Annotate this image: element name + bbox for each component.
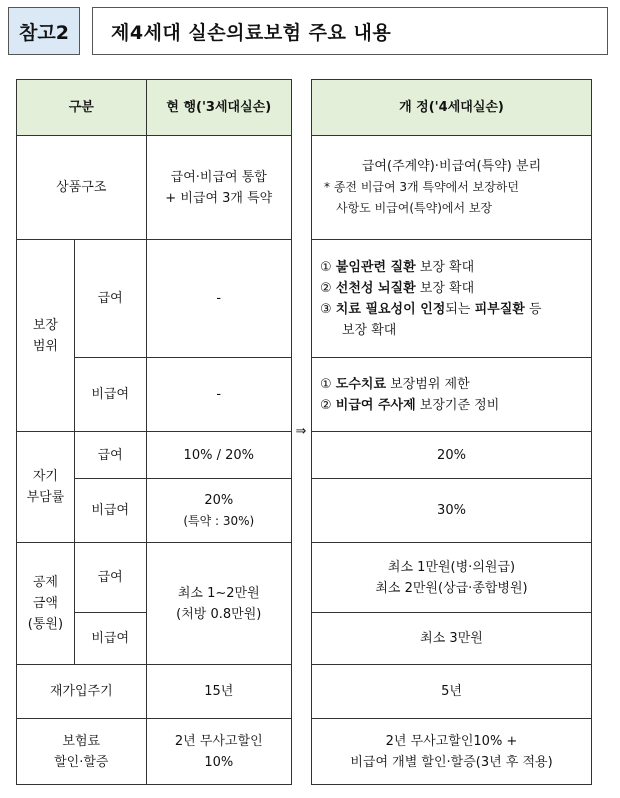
current-table — [16, 79, 292, 785]
current-copay-covered: 10% / 20% — [146, 432, 291, 479]
item-text: 보장 확대 — [415, 280, 475, 296]
current-copay-noncovered — [146, 479, 291, 543]
row-label-renewal: 재가입주기 — [17, 665, 147, 719]
revised-table — [311, 79, 592, 785]
col-header-revised: 개 정('4세대실손) — [312, 80, 592, 136]
current-copay-noncovered-1: 20% — [204, 492, 234, 508]
revised-copay-covered: 20% — [312, 432, 592, 479]
item-number: ③ — [320, 301, 332, 317]
revised-scope-noncovered-item1 — [320, 374, 591, 395]
revised-copay-noncovered: 30% — [312, 479, 592, 543]
current-premium-1: 2년 무사고할인 — [174, 733, 263, 749]
revised-scope-covered-item2 — [320, 278, 591, 299]
sub-label-deduct-noncovered: 비급여 — [74, 613, 146, 665]
row-label-deduct-3: (통원) — [27, 617, 64, 632]
sub-label-deduct-covered: 급여 — [74, 543, 146, 613]
row-label-product: 상품구조 — [17, 136, 147, 240]
item-text: 보장 확대 — [415, 259, 475, 275]
current-deduct — [146, 543, 291, 665]
current-copay-noncovered-2: (특약 : 30%) — [183, 513, 255, 528]
row-label-premium — [17, 719, 147, 785]
item-number: ① — [320, 376, 332, 392]
item-emphasis: 피부질환 — [474, 301, 525, 317]
row-label-copay-2: 부담률 — [26, 490, 65, 505]
revised-deduct-covered — [312, 543, 592, 613]
row-label-premium-2: 할인·할증 — [54, 754, 109, 770]
row-label-scope-2: 범위 — [32, 338, 58, 354]
arrow-icon: ⇒ — [295, 424, 307, 439]
item-emphasis: 선천성 뇌질환 — [335, 280, 416, 296]
current-scope-noncovered: - — [146, 358, 291, 432]
revised-scope-noncovered-item2 — [320, 395, 591, 416]
revised-scope-covered-item3 — [320, 299, 591, 320]
current-product-line1: 급여·비급여 통합 — [170, 169, 267, 185]
item-text: 보장범위 제한 — [386, 376, 470, 392]
row-label-premium-1: 보험료 — [62, 733, 101, 749]
col-header-current: 현 행('3세대실손) — [146, 80, 291, 136]
row-label-scope — [17, 240, 75, 432]
revised-renewal: 5년 — [312, 665, 592, 719]
current-renewal: 15년 — [146, 665, 291, 719]
revised-deduct-noncovered: 최소 3만원 — [312, 613, 592, 665]
revised-scope-covered-item3-cont: 보장 확대 — [342, 322, 397, 338]
current-premium — [146, 719, 291, 785]
sub-label-copay-covered: 급여 — [74, 432, 146, 479]
row-label-deduct-2: 금액 — [32, 596, 58, 611]
row-label-copay — [17, 432, 75, 543]
sub-label-scope-covered: 급여 — [74, 240, 146, 358]
sub-label-scope-noncovered: 비급여 — [74, 358, 146, 432]
item-emphasis: 비급여 주사제 — [335, 397, 416, 413]
current-product — [146, 136, 291, 240]
page-title — [92, 7, 608, 55]
row-label-scope-1: 보장 — [32, 317, 58, 333]
revised-product — [312, 136, 592, 240]
current-deduct-2: (처방 0.8만원) — [176, 606, 262, 622]
current-premium-2: 10% — [204, 754, 234, 770]
revised-product-note2: 사항도 비급여(특약)에서 보장 — [336, 201, 493, 215]
page-title-text: 제4세대 실손의료보험 주요 내용 — [111, 21, 392, 44]
revised-scope-noncovered — [312, 358, 592, 432]
revised-premium-1: 2년 무사고할인10% + — [385, 733, 518, 749]
revised-premium-2: 비급여 개별 할인·할증(3년 후 적용) — [350, 754, 553, 770]
col-header-category: 구분 — [17, 80, 147, 136]
item-emphasis: 불임관련 질환 — [335, 259, 416, 275]
revised-deduct-covered-1: 최소 1만원(병·의원급) — [387, 559, 516, 575]
item-emphasis: 치료 필요성이 인정 — [335, 301, 446, 317]
item-number: ② — [320, 280, 332, 296]
row-label-deduct-1: 공제 — [32, 575, 58, 590]
row-label-deduct — [17, 543, 75, 665]
revised-premium — [312, 719, 592, 785]
reference-tag-label: 참고2 — [19, 21, 69, 44]
reference-tag — [8, 7, 80, 55]
item-emphasis: 도수치료 — [335, 376, 387, 392]
item-text: 되는 — [445, 301, 475, 317]
current-product-line2: + 비급여 3개 특약 — [165, 190, 273, 206]
revised-product-line1: 급여(주계약)·비급여(특약) 분리 — [361, 159, 542, 174]
revised-scope-covered-item1 — [320, 257, 591, 278]
current-scope-covered: - — [146, 240, 291, 358]
revised-deduct-covered-2: 최소 2만원(상급·종합병원) — [375, 580, 528, 596]
item-text: 보장기준 정비 — [415, 397, 500, 413]
item-number: ① — [320, 259, 332, 275]
sub-label-copay-noncovered: 비급여 — [74, 479, 146, 543]
current-deduct-1: 최소 1~2만원 — [177, 585, 260, 601]
revised-scope-covered — [312, 240, 592, 358]
item-number: ② — [320, 397, 332, 413]
item-text: 등 — [524, 301, 542, 317]
row-label-copay-1: 자기 — [32, 469, 58, 484]
revised-product-note1: * 종전 비급여 3개 특약에서 보장하던 — [324, 180, 519, 194]
